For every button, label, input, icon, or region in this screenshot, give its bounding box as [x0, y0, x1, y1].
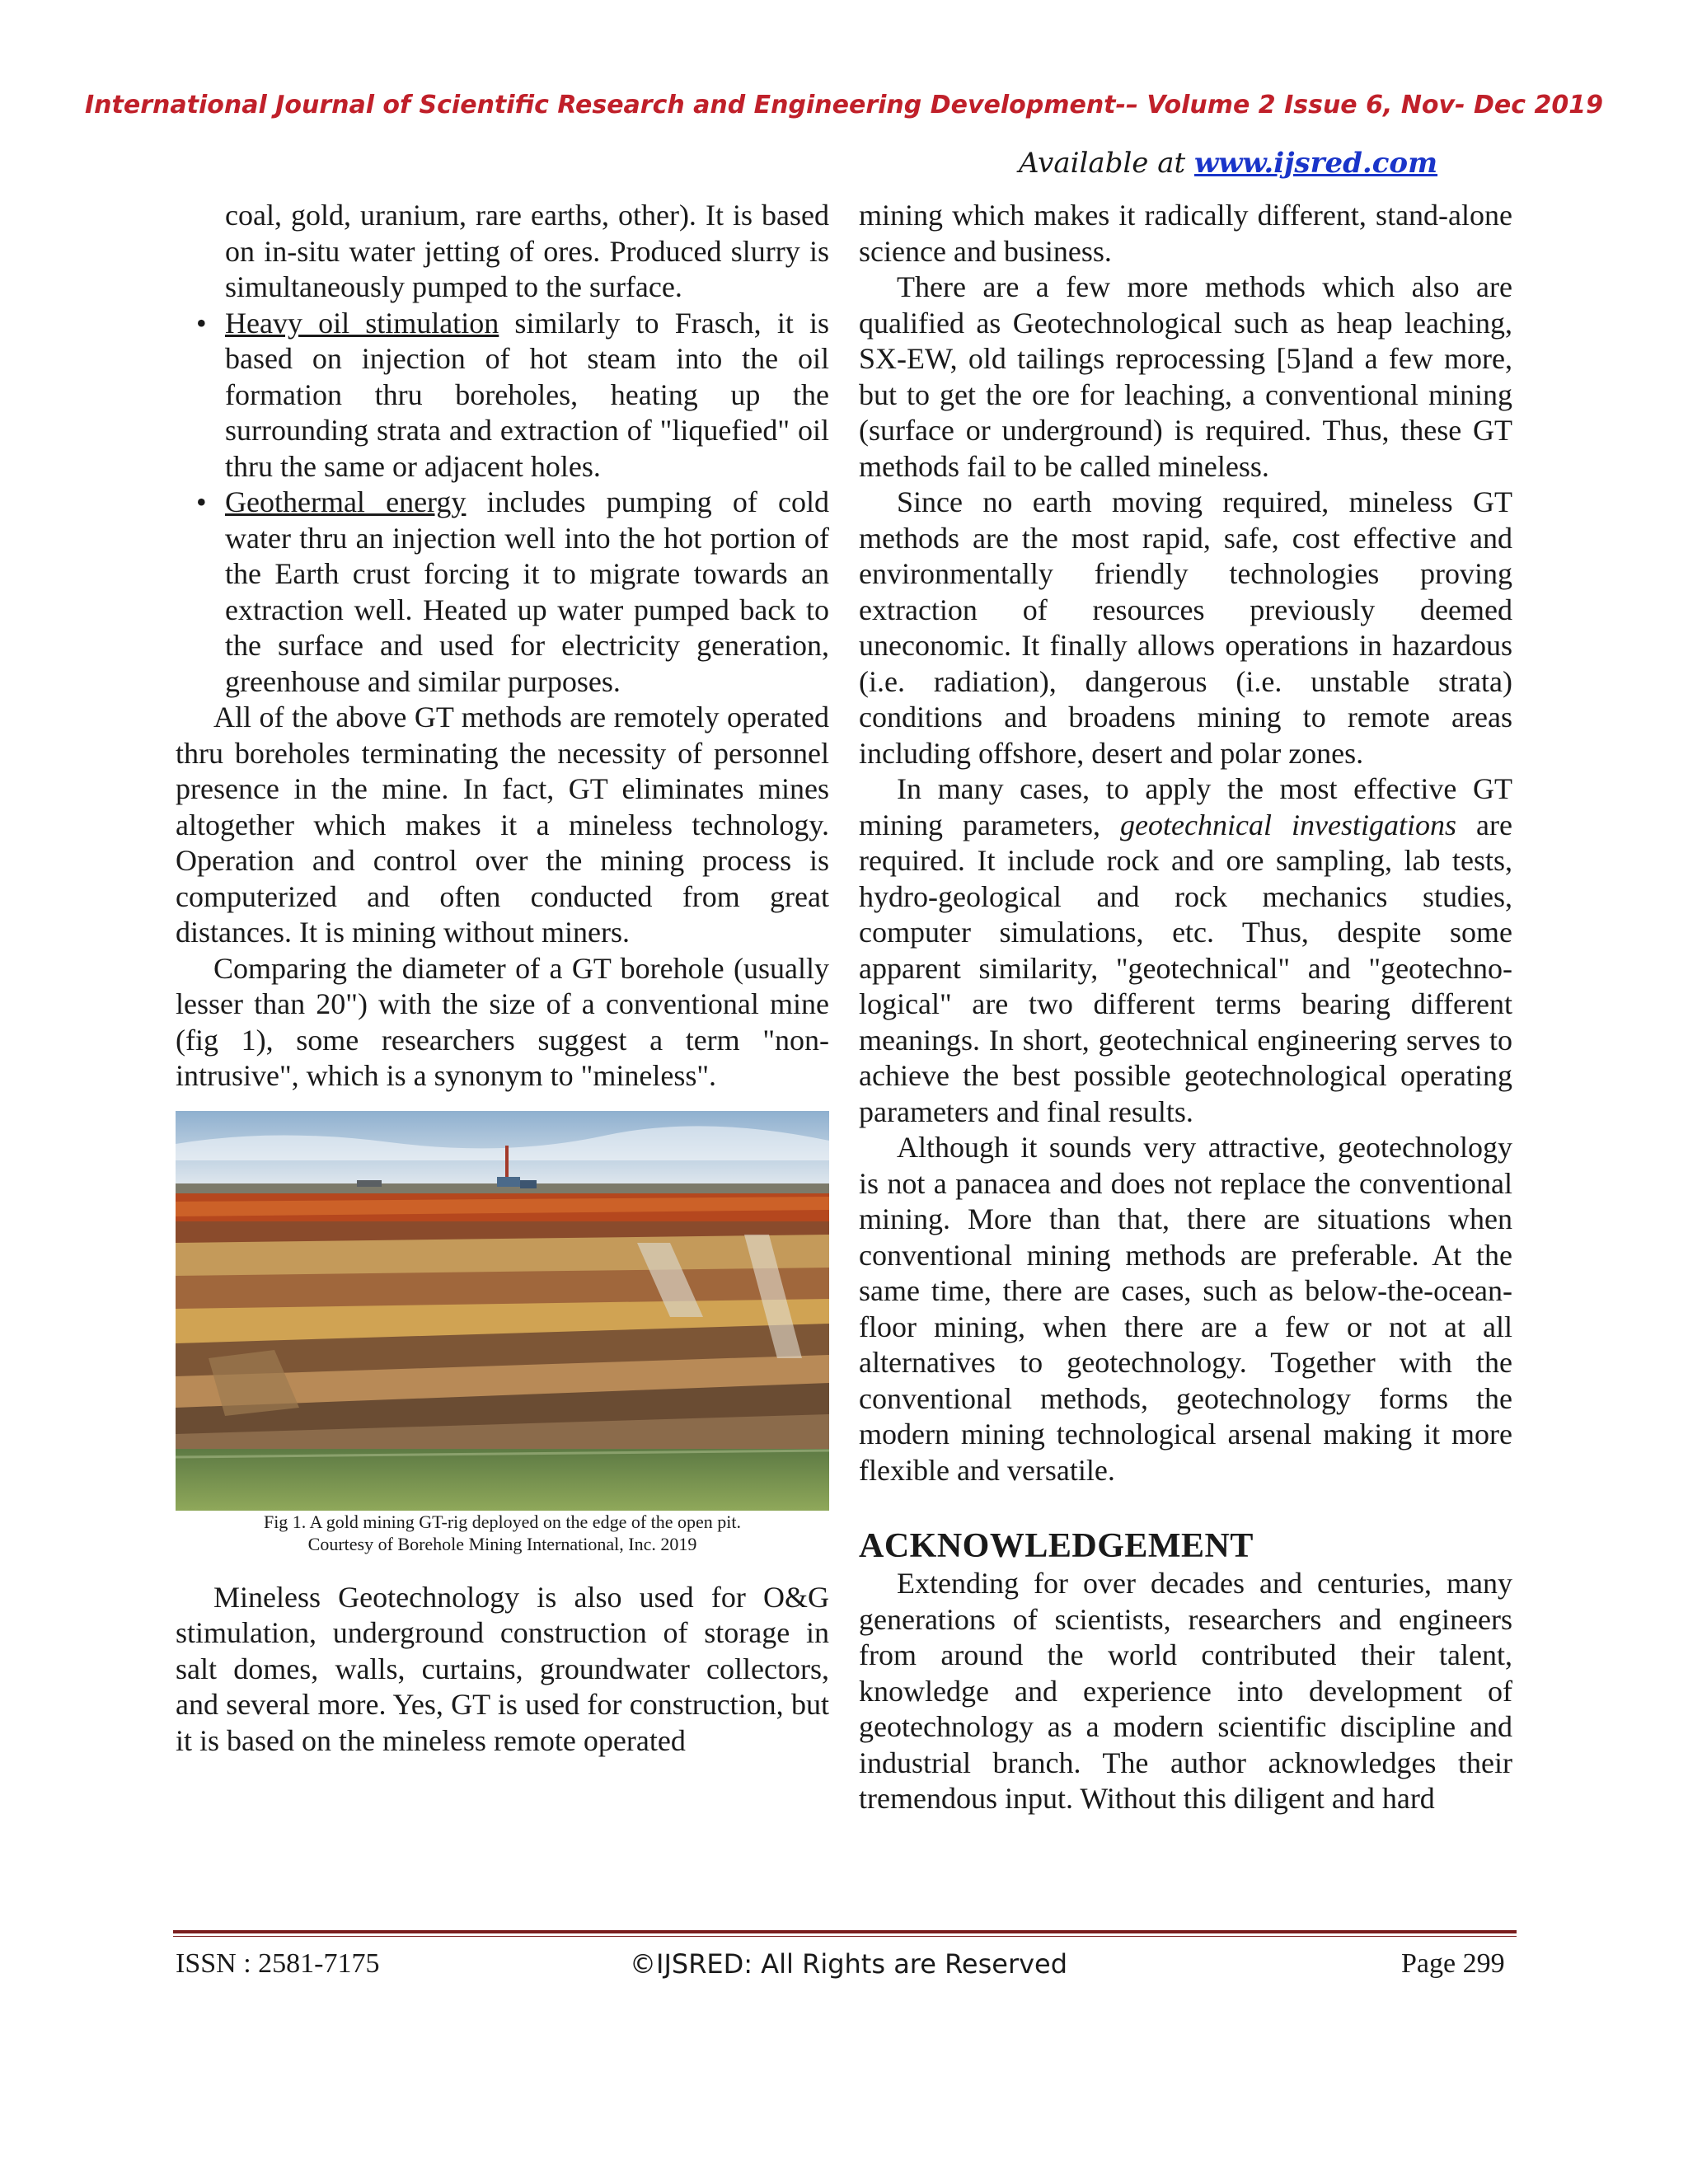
paragraph: Since no earth moving required, mineless GT methods are the most rapid, safe, cost effective and environmentally friendly technologies proving extraction of resources previously deemed uneconomic. It finally allows operations in hazardous (i.e. radiation), dangerous (i.e. unstable strata) conditions and broadens mining to remote areas including offshore, desert and polar zones.	[859, 485, 1512, 770]
paragraph: Mineless Geotechnology is also used for O&G stimulation, underground construction of storage in salt domes, walls, curtains, groundwater collectors, and several more. Yes, GT is used for construction, but it is based on the mineless remote operated	[176, 1580, 829, 1757]
paragraph: Extending for over decades and centuries, many generations of scientists, researchers and engineers from around the world contributed their talent, knowledge and experience into development of geotechnology as a modern scientific discipline and industrial branch. The author acknowledges their tremendous input. Without this diligent and hard	[859, 1567, 1512, 1815]
journal-website-link[interactable]: www.ijsred.com	[1193, 147, 1438, 180]
caption-line-1: Fig 1. A gold mining GT-rig deployed on the edge of the open pit.	[263, 1511, 742, 1532]
figure-caption	[176, 1511, 829, 1555]
bullet-text: similarly to Frasch, it is based on injection of hot steam into the oil formation thru boreholes, heating up the surrounding strata and extraction of "liquefied" oil thru the same or adjacent holes.	[225, 306, 829, 483]
paragraph-text: In many cases, to apply the most effective GT mining parameters,	[859, 772, 1512, 841]
paragraph	[859, 771, 1512, 1130]
bullet-dot-icon: •	[196, 485, 207, 518]
paragraph: Comparing the diameter of a GT borehole (usually lesser than 20") with the size of a conventional mine (fig 1), some researchers suggest a term "non-intrusive", which is a synonym to "mineless".	[176, 951, 829, 1092]
bullet-continuation: coal, gold, uranium, rare earths, other). It is based on in-situ water jetting of ores. Produced slurry is simultaneously pumped to the surface.	[225, 199, 829, 303]
available-prefix: Available at	[1019, 147, 1194, 180]
bullet-term: Heavy oil stimulation	[225, 306, 499, 340]
footer-divider-thin	[173, 1936, 1517, 1937]
footer-issn: ISSN : 2581-7175	[176, 1948, 380, 1979]
section-heading: ACKNOWLEDGEMENT	[859, 1527, 1254, 1565]
bullet-term: Geothermal energy	[225, 485, 467, 518]
availability-line	[1019, 147, 1437, 180]
footer-copyright: ©IJSRED: All Rights are Reserved	[630, 1948, 1068, 1980]
bullet-geothermal	[196, 485, 829, 700]
bullet-dot-icon: •	[196, 306, 207, 340]
paragraph: All of the above GT methods are remotely operated thru boreholes terminating the necessity of personnel presence in the mine. In fact, GT eliminates mines altogether which makes it a mineless technology. Operation and control over the mining process is computerized and often conducted from great distances. It is mining without miners.	[176, 701, 829, 949]
paragraph: Although it sounds very attractive, geotechnology is not a panacea and does not replace the conventional mining. More than that, there are situations when conventional mining methods are preferable. At the same time, there are cases, such as below-the-ocean-floor mining, when there are a few or not at all alternatives to geotechnology. Together with the conventional methods, geotechnology forms the modern mining technological arsenal making it more flexible and versatile.	[859, 1131, 1512, 1487]
journal-header: International Journal of Scientific Research and Engineering Development-– Volume 2 Issue 6, Nov- Dec 2019	[85, 91, 1603, 120]
footer-divider	[173, 1930, 1517, 1933]
emphasized-term: geotechnical investigations	[1120, 808, 1456, 841]
bullet-text: includes pumping of cold water thru an injection well into the hot portion of the Earth crust forcing it to migrate towards an extraction well. Heated up water pumped back to the surface and used for electricity generation, greenhouse and similar purposes.	[225, 485, 829, 698]
footer-page-number: Page 299	[1401, 1948, 1505, 1979]
paragraph-text: are required. It include rock and ore sampling, lab tests, hydro-geological and rock mechanics studies, computer simulations, etc. Thus, despite some apparent similarity, "geotechnical" and "geotechno-logical" are two different terms bearing different meanings. In short, geotechnical engineering serves to achieve the best possible geotechnological operating parameters and final results.	[859, 808, 1512, 1128]
caption-line-2: Courtesy of Borehole Mining International, Inc. 2019	[307, 1533, 697, 1554]
bullet-heavy-oil	[196, 306, 829, 485]
left-column	[176, 198, 829, 1759]
paragraph-continuation: mining which makes it radically different, stand-alone science and business.	[859, 199, 1512, 268]
right-column	[859, 198, 1512, 1817]
paragraph: There are a few more methods which also are qualified as Geotechnological such as heap leaching, SX-EW, old tailings reprocessing [5]and a few more, but to get the ore for leaching, a conventional mining (surface or underground) is required. Thus, these GT methods fail to be called mineless.	[859, 270, 1512, 483]
method-bullet-list	[176, 306, 829, 701]
open-pit-mine-photo	[176, 1111, 829, 1511]
